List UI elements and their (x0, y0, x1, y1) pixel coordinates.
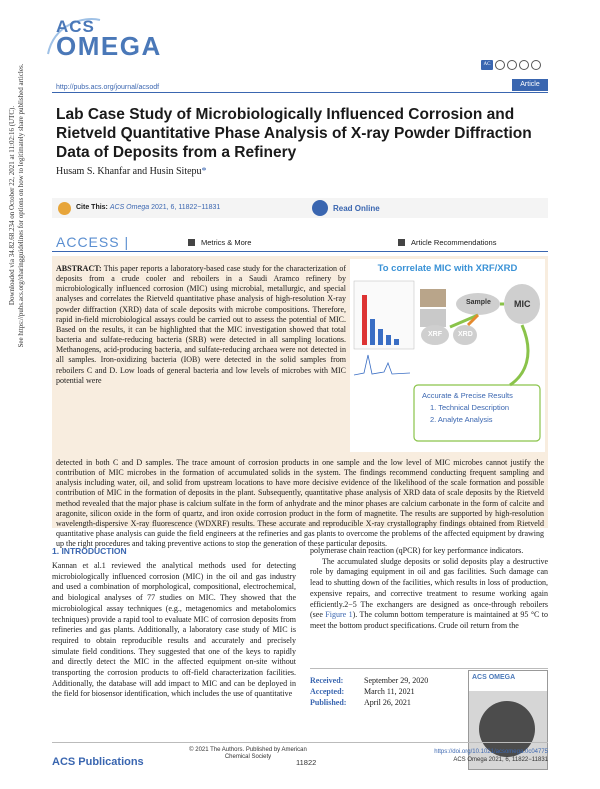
intro-right-para-2b: ). The column bottom temperature is maintained at 95 °C to meet the bottom product specifications. Crude oil return from the (310, 610, 548, 630)
toc-graphic (350, 259, 545, 452)
published-date: April 26, 2021 (364, 698, 411, 707)
open-access-icon: AC (481, 60, 493, 70)
footer-doi (400, 748, 548, 764)
received-label: Received: (310, 676, 344, 685)
toc-node-sample: Sample (466, 299, 491, 306)
publication-dates (310, 675, 428, 708)
introduction-heading: 1. INTRODUCTION (52, 546, 127, 556)
doi-link[interactable]: https://doi.org/10.1021/acsomega.0c04775 (434, 749, 548, 755)
published-label: Published: (310, 698, 347, 707)
intro-right-para-2 (310, 557, 548, 632)
side-note-line-1: Downloaded via 34.82.68.234 on October 22, 2021 at 11:02:16 (UTC). (8, 105, 16, 306)
recommendations-label: Article Recommendations (411, 238, 497, 247)
figure-1-link[interactable]: Figure 1 (325, 610, 353, 620)
side-note-line-2: See https://pubs.acs.org/sharingguidelines for options on how to legitimately share published articles. (17, 63, 25, 348)
recommendations-icon (398, 239, 405, 246)
toc-results-1: 1. Technical Description (430, 403, 510, 412)
accepted-date: March 11, 2021 (364, 687, 415, 696)
cite-this (76, 204, 220, 211)
intro-right-para-1: polymerase chain reaction (qPCR) for key performance indicators. (310, 546, 524, 555)
article-recommendations-link[interactable] (398, 238, 496, 247)
footer-copyright: © 2021 The Authors. Published by American Chemical Society (189, 747, 307, 760)
article-type-badge: Article (512, 79, 548, 91)
author-list (56, 166, 207, 177)
nd-icon (531, 60, 541, 70)
author-names: Husam S. Khanfar and Husin Sitepu (56, 166, 202, 177)
introduction-right-column (310, 546, 548, 632)
article-title: Lab Case Study of Microbiologically Influenced Corrosion and Rietveld Quantitative Phase Analysis of X-ray Powder Diffraction Data of Deposits from a Refinery (56, 106, 532, 161)
toc-results-title: Accurate & Precise Results (422, 391, 513, 400)
page-number: 11822 (296, 758, 317, 767)
toc-node-xrf: XRF (428, 331, 442, 338)
corresponding-author-mark[interactable]: * (201, 166, 207, 177)
journal-logo-omega: OMEGA (56, 31, 162, 61)
cite-label: Cite This: (76, 204, 108, 211)
dates-rule (310, 668, 548, 669)
acs-publications-logo: ACS Publications (52, 756, 144, 768)
intro-right-para-2a: The accumulated sludge deposits or solid deposits play a destructive role by damaging equipment in oil and gas facilities. Such damage can lead to shutting down of the facilities, which results in loss of production, expensive repairs, and corrective treatment to resume working again efficiently.2−5 The exchangers are designed as once-through reboilers (see (310, 556, 548, 620)
header-rule (52, 92, 548, 93)
by-icon (507, 60, 517, 70)
abstract-text-bottom: detected in both C and D samples. The trace amount of corrosion products in one sample and the low level of MIC microbes cannot justify the contribution of MIC microbes in the formation of accumulated solids in the system. The findings recommend conducting frequent sampling and analysis including water, oil, and solid from upstream locations to have more decisive evidence of the likelihood of the scale formation and possible contribution of MIC in the formation of deposits in the plant. Subsequently, quantitative phase analysis of XRD data of scale deposits by the Rietveld method revealed that the major phase is calcium sulfate in the form of anhydrate and the minor phases are calcium carbonate in the form of calcite and aragonite, silicon oxide in the form of quartz, and iron oxide corrosion product in the form of magnetite. The results are supported by high-resolution wavelength-dispersive X-ray fluorescence (WDXRF) results. These accurate and reproducible X-ray crystallography findings obtained from Rietveld quantitative phase analysis can guide the field engineers at the refineries and gas plants to overcome the problems of the affected equipment by drawing up the right procedures and taking preventive actions to stop the generation of these particular deposits. (56, 458, 544, 549)
cite-volume[interactable]: 2021, 6, 11822−11831 (151, 204, 221, 211)
journal-url-link[interactable]: http://pubs.acs.org/journal/acsodf (56, 84, 160, 91)
access-label: ACCESS | (56, 234, 130, 250)
bar-chart-icon (188, 239, 195, 246)
license-icons (481, 60, 541, 70)
cc-icon (495, 60, 505, 70)
journal-reference: ACS Omega 2021, 6, 11822−11831 (453, 757, 548, 763)
toc-title: To correlate MIC with XRF/XRD (377, 263, 518, 274)
quote-icon (58, 202, 71, 215)
journal-logo-acs: ACS (56, 17, 95, 36)
metrics-link[interactable] (188, 238, 251, 247)
introduction-left-column: Kannan et al.1 reviewed the analytical methods used for detecting microbiologically influenced corrosion (MIC) in the oil and gas industry and used a combination of morphological, compositional, electrochemical, and biological analyses of 77 studies on MIC. They showed that the microbiological assay techniques (e.g., metagenomics and metabolomics techniques) provide a rapid tool to evaluate MIC of corrosion deposits from refineries and gas plants. Additionally, a laboratory case study of MIC is required to obtain reproducible results and accurately and precisely simulate field conditions. They suggested that one of the keys to rapidly and directly detect the MIC in the affected equipment on-site without transporting the corrosion products to off-field characterization facilities. Additionally, the database will add impact to MIC and can be deployed in the field for biosensor identification, which includes the use of quantitative (52, 561, 296, 699)
download-side-note (8, 0, 26, 600)
footer-rule (52, 742, 548, 743)
metrics-label: Metrics & More (201, 238, 252, 247)
toc-node-xrd: XRD (458, 331, 473, 338)
read-online-icon[interactable] (312, 200, 328, 216)
access-rule (52, 251, 548, 252)
nc-icon (519, 60, 529, 70)
thumbnail-header: ACS OMEGA (469, 671, 547, 691)
abstract-label: ABSTRACT: (56, 264, 102, 273)
cite-journal[interactable]: ACS Omega (109, 204, 150, 211)
received-date: September 29, 2020 (364, 676, 429, 685)
read-online-link[interactable]: Read Online (333, 204, 380, 213)
toc-node-mic: MIC (514, 299, 531, 309)
accepted-label: Accepted: (310, 687, 345, 696)
abstract-body-1: This paper reports a laboratory-based case study for the characterization of deposits from a crude cooler and reboilers in a Saudi Aramco refinery by microbiologically influenced corrosion (MIC) using microbial, metallurgic, and special analyses and correlates the Rietveld quantitative phase analysis of high-resolution X-ray powder diffraction (XRD) data of scale deposits with microbe compositions. Therefore, rapid in-field microbiological assays could be carried out to assess the potential of MIC. Based on the results, it can be highlighted that the MIC investigation showed that total bacteria and sulfate-reducing bacteria (SRB) were detected in all sampling locations. Methanogens, acid-producing bacteria, and sulfate-reducing archaea were not detected in all samples. Iron-oxidizing bacteria (IOB) were detected in the solid samples from reboilers C and D. Low loads of general bacteria and low levels of microbes with MIC potential were (56, 264, 347, 385)
toc-results-2: 2. Analyte Analysis (430, 415, 493, 424)
abstract-text-top (56, 264, 346, 386)
